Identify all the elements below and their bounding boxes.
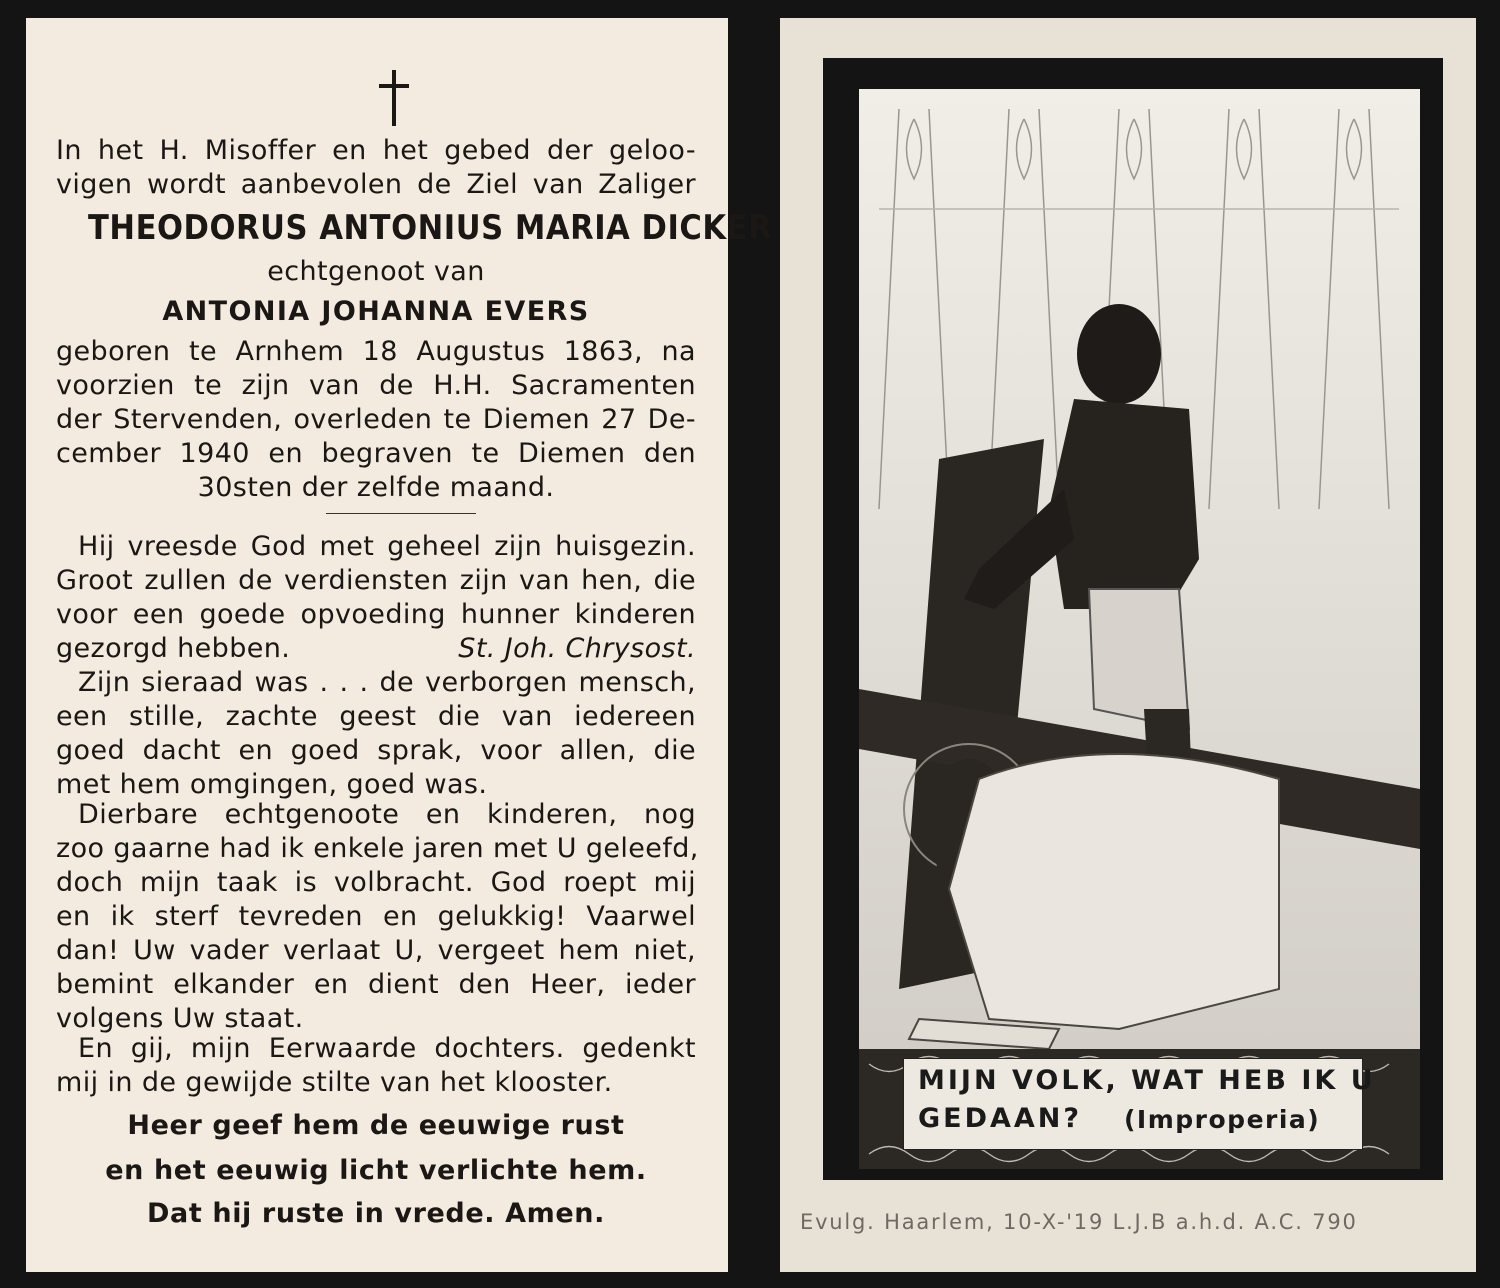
- quote-line: Hij vreesde God met geheel zijn huisgezin.: [78, 531, 696, 562]
- character-line: een stille, zachte geest die van iedereen: [56, 701, 696, 732]
- farewell-line: dan! Uw vader verlaat U, vergeet hem niet,: [56, 935, 696, 966]
- daughters-line: En gij, mijn Eerwaarde dochters. gedenkt: [78, 1033, 696, 1064]
- farewell-line: doch mijn taak is volbracht. God roept mij: [56, 867, 696, 898]
- caption-line: GEDAAN?: [918, 1103, 1083, 1134]
- character-line: goed dacht en goed sprak, voor allen, die: [56, 735, 696, 766]
- quote-last-line: [56, 633, 696, 664]
- divider: [326, 513, 476, 514]
- memorial-card-picture-side: [780, 18, 1476, 1272]
- quote-line: voor een goede opvoeding hunner kinderen: [56, 599, 696, 630]
- spouse-name: ANTONIA JOHANNA EVERS: [162, 296, 590, 327]
- prayer-line: Dat hij ruste in vrede. Amen.: [147, 1198, 605, 1229]
- bio-line: geboren te Arnhem 18 Augustus 1863, na: [56, 336, 696, 367]
- prayer-line: Heer geef hem de eeuwige rust: [127, 1110, 625, 1141]
- caption-source: (Improperia): [1124, 1105, 1321, 1134]
- quote-line: Groot zullen de verdiensten zijn van hen, die: [56, 565, 696, 596]
- intro-line: vigen wordt aanbevolen de Ziel van Zaliger: [56, 169, 696, 200]
- bio-line: 30sten der zelfde maand.: [197, 472, 555, 503]
- farewell-line: Dierbare echtgenoote en kinderen, nog: [78, 799, 696, 830]
- bio-line: voorzien te zijn van de H.H. Sacramenten: [56, 370, 696, 401]
- bio-line: der Stervenden, overleden te Diemen 27 De-: [56, 404, 696, 435]
- character-line: Zijn sieraad was . . . de verborgen mensch,: [78, 667, 696, 698]
- printer-imprint: Evulg. Haarlem, 10-X-'19 L.J.B a.h.d. A.C. 790: [800, 1210, 1358, 1234]
- bio-line: cember 1940 en begraven te Diemen den: [56, 438, 696, 469]
- prayer-line: en het eeuwig licht verlichte hem.: [105, 1155, 647, 1186]
- farewell-line: bemint elkander en dient den Heer, ieder: [56, 969, 696, 1000]
- spouse-label: echtgenoot van: [267, 256, 485, 287]
- farewell-line: zoo gaarne had ik enkele jaren met U geleefd,: [56, 833, 699, 864]
- caption-line: MIJN VOLK, WAT HEB IK U: [918, 1065, 1376, 1096]
- daughters-line: mij in de gewijde stilte van het klooster.: [56, 1067, 613, 1098]
- farewell-line: en ik sterf tevreden en gelukkig! Vaarwel: [56, 901, 696, 932]
- caption-box: [903, 1058, 1376, 1150]
- memorial-card-text-side: [26, 18, 773, 1272]
- deceased-name: THEODORUS ANTONIUS MARIA DICKER: [88, 208, 773, 248]
- mourning-border: [823, 58, 1443, 1180]
- character-line: met hem omgingen, goed was.: [56, 769, 488, 800]
- intro-line: In het H. Misoffer en het gebed der geloo-: [56, 135, 696, 166]
- farewell-line: volgens Uw staat.: [56, 1003, 304, 1034]
- quote-source: St. Joh. Chrysost.: [458, 633, 696, 664]
- illustration-christ-carrying-cross: [859, 89, 1420, 1169]
- cross-icon: [374, 66, 414, 128]
- quote-line: gezorgd hebben.: [56, 633, 291, 664]
